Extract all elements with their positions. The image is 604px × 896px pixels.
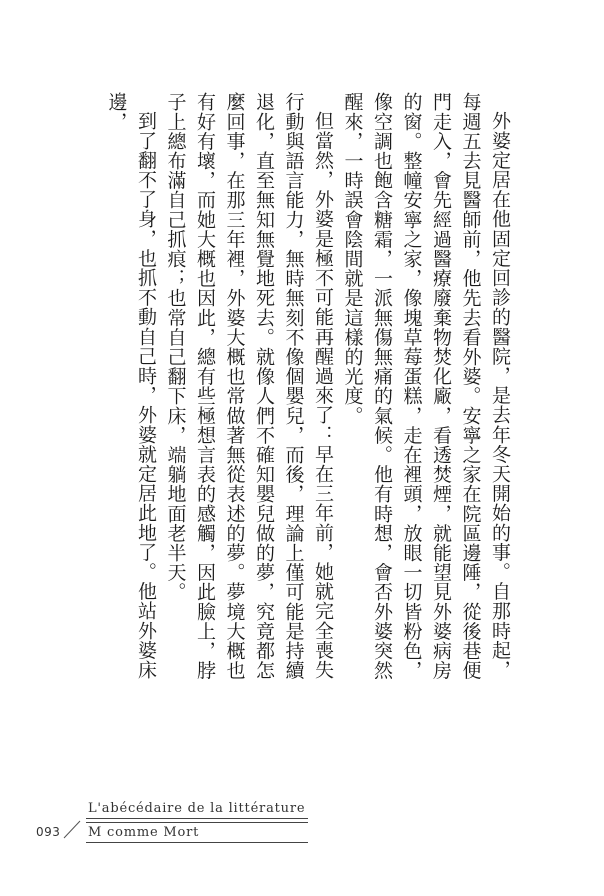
paragraph-1: 外婆定居在他固定回診的醫院，是去年冬天開始的事。自那時起，每週五去見醫師前，他先去看外婆。安寧之家在院區邊陲，從後巷便門走入，會先經過醫療廢棄物焚化廠，看透焚煙，就能望見外婆病房的窗。整幢安寧之家，像塊草莓蛋糕，走在裡頭，放眼一切皆粉色，像空調也飽含糖霜，一派無傷無痛的氣候。他有時想，會否外婆突然醒來，一時誤會陰間就是這樣的光度。 [341,92,511,680]
footer-rule-middle [86,822,308,823]
footer-rule-bottom [86,842,308,843]
page-number: 093 [36,825,61,839]
slash-divider-icon [62,818,82,840]
footer-rule-top [86,818,308,819]
series-title: L'abécédaire de la littérature [88,801,306,816]
paragraph-2: 但當然，外婆是極不可能再醒過來了：早在三年前，她就完全喪失行動與語言能力，無時無刻不像個嬰兒，而後，理論上僅可能是持續退化，直至無知無覺地死去。就像人們不確知嬰兒做的夢，究竟都怎麼回事，在那三年裡，外婆大概也常做著無從表述的夢。夢境大概也有好有壞，而她大概也因此，總有些極想言表的感觸，因此臉上，脖子上總布滿自己抓痕；也常自己翻下床，端躺地面老半天。 [164,92,334,680]
page-footer [0,796,604,856]
paragraph-3: 到了翻不了身，也抓不動自己時，外婆就定居此地了。他站外婆床邊， [105,92,157,680]
vertical-body-text [101,92,514,692]
chapter-title: M comme Mort [88,825,200,840]
